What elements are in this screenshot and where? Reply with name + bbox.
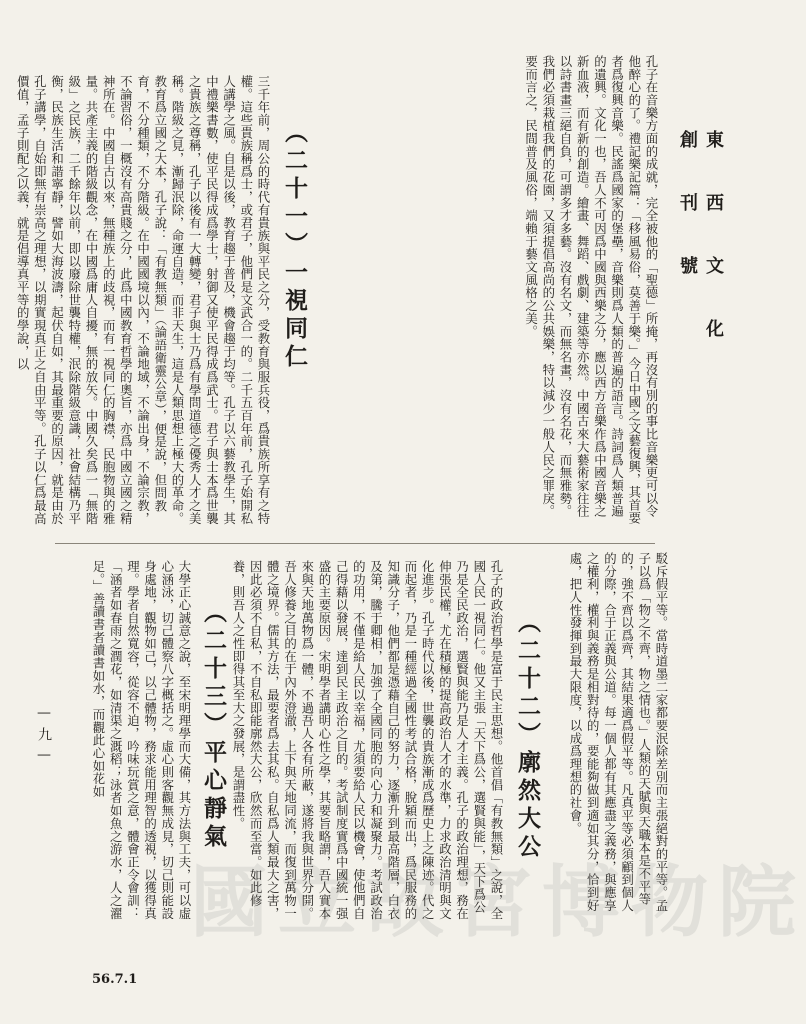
section-21-body: 三千年前，周公的時代有貴族與平民之分，受教育與服兵役，爲貴族所享有之特權。這些貴族稱爲士，或君子，他們是文武合一的。二千五百年前，孔子始開私人講學之風。自是以後，教育趨于普及，機會趨于均等。孔子以六藝教學生，其中禮樂書數，使平民得成爲學士，射御又使平民得成爲武士。君子與士本爲世襲之貴族之尊稱，孔子以後有一大轉變，君子與士乃爲有學問道德之優秀人才之美稱。階級之見，漸歸泯除，命運自造，而非天生，這是人類思想上極大的革命。教育爲立國之大本，孔子說：「有教無類」（論語衛靈公章），便是說，但問教育，不分種類，不分階級。在中國國境以內，不論地域，不論出身，不論宗教，不論習俗，一概沒有高貴賤之分，此爲中國教育哲學的奧旨，亦爲中國立國之精神所在。中國自古以來，無種族上的歧視，而有一視同仁的胸襟，民胞物與的雅量。共產主義的階級觀念，在中國爲庸人自擾，無的放矢。中國久矣爲一「無階級」之民族，二千餘年以前，即以廢除世襲特權，泯除階級意識，社會結構乃平衡，民族生活和諧寧靜，譬如大海波濤，起伏自如，其最重要的原因，就是由於孔子講學，自始即無有崇高之理想，以期實現真正之自由平等。孔子以仁爲最高價值，孟子則配之以義，就是倡導真平等的學說，以 [15, 75, 271, 525]
section-23-heading: （二十三）平心靜氣 [200, 600, 227, 852]
section-22-body: 孔子的政治哲學是富于民主思想。他首倡「有教無類」之說，全國人民一視同仁。他又主張「天下爲公，選賢與能」，天下爲公乃是全民政治，選賢與能乃是人才主義。孔子的政治理想，務在伸張民權，尤在積極的提高政治人才的水準，力求政治清明與文化進步。孔子時代以後，世襲的貴族漸成爲歷史上之陳迹。代之而起者，乃是一種經過全國性考試合格，脫穎而出，爲民服務的知識分子，他們都是憑藉自己的努力，逐漸升到最高階層，白衣及第，騰于卿相，加強了全國同胞的向心力和凝聚力。考試政治的功用，不僅是給人民以幸福，尤須要給人民以機會，使他們自己得藉以發展，達到民主政治之目的。考試制度實爲中國統一强盛的主要原因。宋明學者講明心性之學，其要旨略謂，吾人實本來與天地萬物爲一體，不過吾人各有所蔽，遂將我與世界分開。吾人修養之目的在于內外澄澈，上下與天地同流，而復到萬物一體之境界。儒其方法，最要者爲去其私。自私爲人類最大之害，因此必須不自私，不自私即能廓然大公，欣然而至當。如此修養，則吾人之性即得其至大之發展，是謂盡性。 [230, 560, 504, 920]
publication-runner: 東 西 文 化 創 刊 號 [677, 130, 724, 349]
page-number: —九— [36, 705, 52, 769]
equality-essay-continuation: 駁斥假平等。當時道墨二家都要泯除差別而主張絕對的平等。孟子以爲「物之不齊，物之情也。」人類的天賦與天職本是不平等的，強不齊以爲齊，其結果適爲假平等。凡真平等必須顧到個人的分際，合于正義與公道。每一個人都有其應盡之義務，與應享之權利，權利與義務是相對待的，要能夠做到適如其分，恰到好處，把人性發揮到最大限度，以成爲理想的社會。 [567, 552, 669, 912]
section-21-heading: （二十一）一視同仁 [281, 120, 308, 372]
issue-date: 56.7.1 [92, 972, 138, 987]
library-watermark: 國立故宮博物院 [190, 857, 806, 948]
middle-divider [55, 543, 655, 544]
section-23-body: 大學正心誠意之說，至宋明理學而大備，其方法與工夫，可以虛心涵泳，切己體察八字概括之。虛心則客觀無成見，切己則能設身處地，觀物如己，以己體物，務求能用理智的透視，以獲得真理。學者自然寬容，從容不迫，吟味玩賞之意，體會正令會訓：「涵者如春雨之潤花，如清渠之溉稻；泳者如魚之游水，人之濯足。」善讀書者讀書如水，而觀此心如花如 [90, 560, 192, 920]
music-essay-continuation: 孔子在音樂方面的成就，完全被他的「聖德」所掩，再沒有別的事比音樂更可以令他醉心的了。禮記樂記篇：「移風易俗，莫善于樂。」今日中國之文藝復興，其首要者爲復興音樂。民謠爲國家的堡壘，音樂則爲人類的普遍的語言。詩詞爲人類普遍的遺興。文化一也，吾人不可因爲中國與西樂之分，應以西方音樂作爲中國音樂之新血液，而有新的創造。繪畫、舞蹈、戲劇、建築等亦然。中國古來大藝術家往往以詩書畫三絕自負，可謂多才多藝。沒有名文，而無名畫，沒有名花，而無雅勢。我們必須栽植我們的花園，又須提倡高尚的公共娛樂，特以減少一般人民之罪戾。要而言之，民間普及風俗，端賴于藝文風格之美。 [523, 55, 659, 525]
section-22-heading: （二十二）廓然大公 [514, 610, 541, 862]
